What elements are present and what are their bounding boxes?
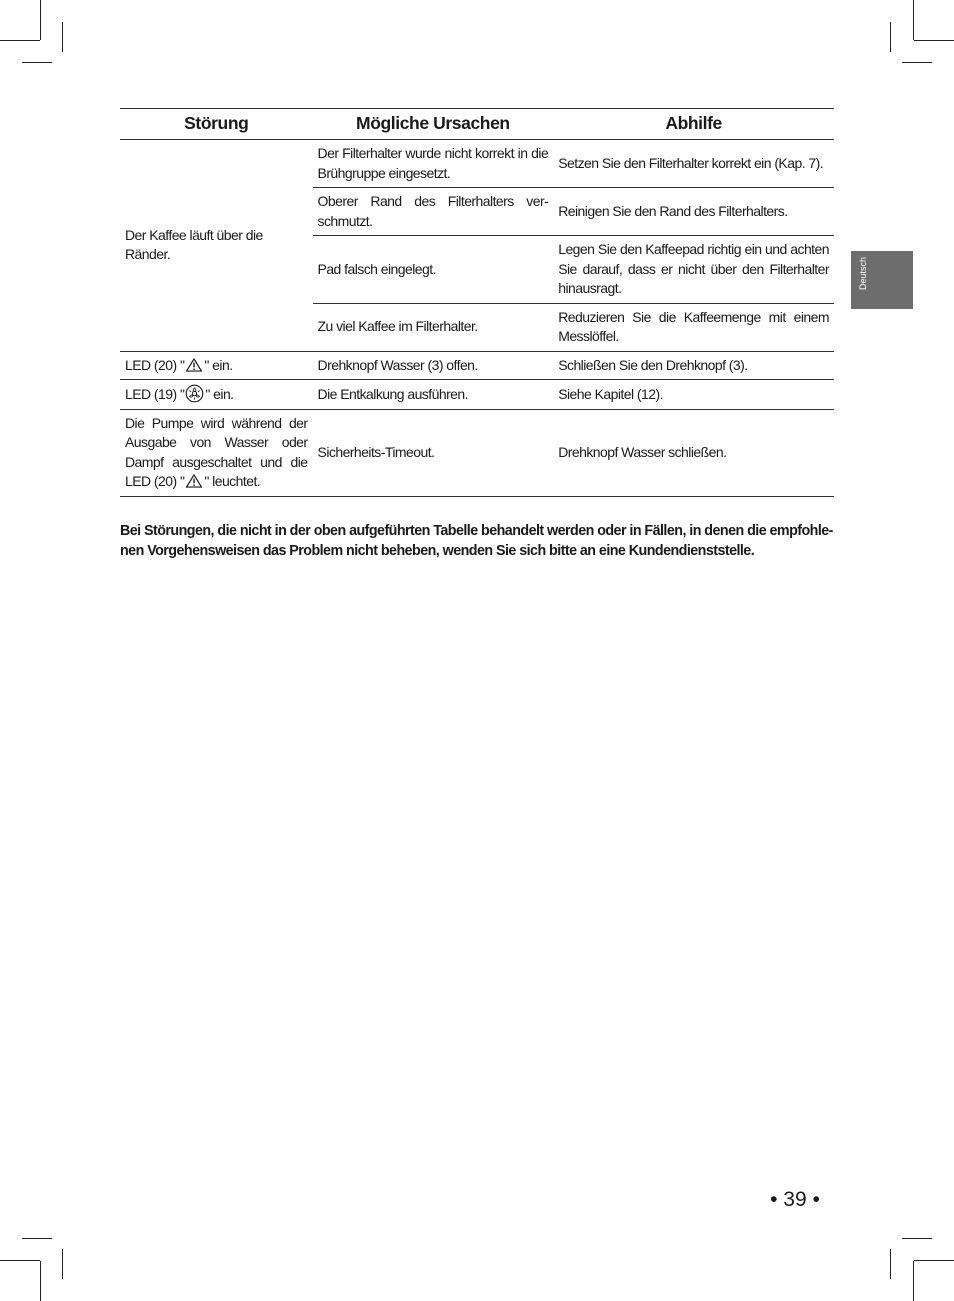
crop-mark — [22, 1238, 52, 1239]
cause-cell: Oberer Rand des Filterhalters ver-schmutzt. — [313, 188, 554, 236]
crop-mark — [40, 0, 41, 40]
crop-mark — [913, 0, 914, 40]
crop-mark — [902, 1238, 932, 1239]
table-row — [120, 380, 834, 410]
remedy-cell: Schließen Sie den Drehknopf (3). — [553, 351, 834, 380]
cause-cell: Zu viel Kaffee im Filterhalter. — [313, 303, 554, 351]
remedy-cell: Reduzieren Sie die Kaffeemenge mit einem Messlöffel. — [553, 303, 834, 351]
remedy-cell: Setzen Sie den Filterhalter korrekt ein (Kap. 7). — [553, 140, 834, 188]
crop-mark — [914, 40, 954, 41]
crop-mark — [62, 1249, 63, 1279]
fault-cell — [120, 380, 313, 410]
fault-prefix: LED (20) " — [125, 356, 185, 373]
cause-cell: Sicherheits-Timeout. — [313, 409, 554, 496]
fault-prefix: LED (19) " — [125, 386, 185, 402]
header-causes: Mögliche Ursachen — [313, 109, 554, 140]
remedy-cell: Siehe Kapitel (12). — [553, 380, 834, 410]
crop-mark — [40, 1261, 41, 1301]
crop-mark — [890, 1249, 891, 1279]
cause-cell: Pad falsch eingelegt. — [313, 236, 554, 304]
fault-suffix: " ein. — [204, 356, 233, 373]
remedy-cell: Reinigen Sie den Rand des Filterhalters. — [553, 188, 834, 236]
fault-cell: Der Kaffee läuft über die Ränder. — [120, 140, 313, 352]
page-number: • 39 • — [770, 1188, 820, 1211]
language-tab-label: Deutsch — [858, 256, 868, 290]
language-tab — [851, 251, 913, 309]
crop-mark — [902, 62, 932, 63]
fault-suffix: " ein. — [205, 386, 234, 402]
fault-suffix: " leuchtet. — [204, 473, 261, 489]
warning-triangle-icon — [185, 474, 203, 488]
crop-mark — [62, 22, 63, 52]
crop-mark — [890, 22, 891, 52]
header-fault: Störung — [120, 109, 313, 140]
warning-triangle-icon — [185, 358, 203, 372]
troubleshooting-table — [120, 108, 834, 497]
crop-mark — [0, 1260, 40, 1261]
service-note: Bei Störungen, die nicht in der oben aufgeführten Tabelle behandelt werden oder in Fällen, in denen die empfohle-nen Vorgehensweisen das Problem nicht beheben, wenden Sie sich bitte an eine Kundendienststelle. — [120, 523, 833, 559]
crop-mark — [914, 1260, 954, 1261]
remedy-cell: Drehknopf Wasser schließen. — [553, 409, 834, 496]
table-header-row — [120, 109, 834, 140]
fault-prefix: " — [179, 473, 185, 489]
fault-cell — [120, 409, 313, 496]
crop-mark — [913, 1261, 914, 1301]
descaling-icon — [185, 384, 204, 403]
cause-cell: Der Filterhalter wurde nicht korrekt in die Brühgruppe eingesetzt. — [313, 140, 554, 188]
remedy-cell: Legen Sie den Kaffeepad richtig ein und achten Sie darauf, dass er nicht über den Filterhalter hinausragt. — [553, 236, 834, 304]
cause-cell: Die Entkalkung ausführen. — [313, 380, 554, 410]
crop-mark — [0, 40, 40, 41]
fault-cell — [120, 351, 313, 380]
cause-cell: Drehknopf Wasser (3) offen. — [313, 351, 554, 380]
fault-text: Die Pumpe wird während der Ausgabe von Wasser oder Dampf ausgeschaltet und die LED (20) — [125, 414, 308, 489]
crop-mark — [22, 62, 52, 63]
table-row — [120, 140, 834, 188]
table-row — [120, 351, 834, 380]
header-remedy: Abhilfe — [553, 109, 834, 140]
table-row — [120, 409, 834, 496]
